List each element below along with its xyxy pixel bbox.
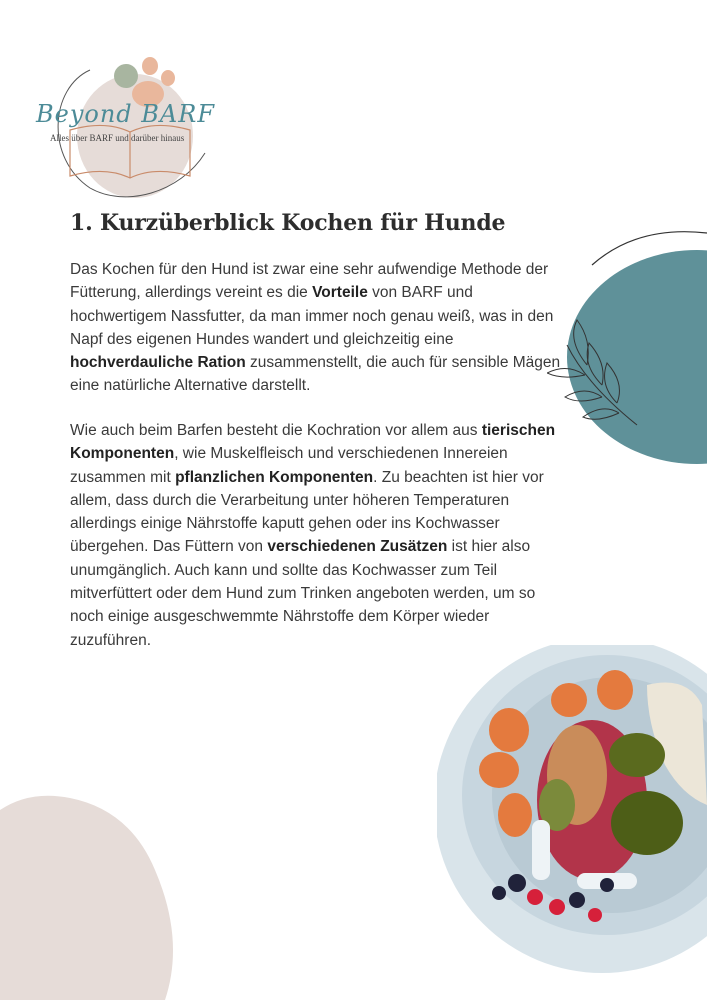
food-bowl-image [437,645,707,975]
page-title: 1. Kurzüberblick Kochen für Hunde [70,210,506,236]
paragraph-intro: Das Kochen für den Hund ist zwar eine sehr aufwendige Methode der Fütterung, allerdings vereint es die Vorteile von BARF und hochwertigem Nassfutter, da man immer noch genau weiß, was in den Napf des eigenen Hundes wandert und gleichzeitig eine hochverdauliche Ration zusammenstellt, die auch für sensible Mägen eine natürliche Alternative darstellt. [70,261,561,395]
logo-tagline: Alles über BARF und darüber hinaus [50,133,185,143]
paragraph-components: Wie auch beim Barfen besteht die Kochration vor allem aus tierischen Komponenten, wie Muskelfleisch und verschiedenen Innereien zusammen mit pflanzlichen Komponenten. Zu beachten ist hier vor allem, dass durch die Verarbeitung unter höheren Temperaturen allerdings einige Nährstoffe kaputt gehen oder ins Kochwasser übergehen. Das Füttern von verschiedenen Zusätzen ist hier also unumgänglich. Auch kann und sollte das Kochwasser zum Teil mitverfüttert oder dem Hund zum Trinken angeboten werden, um so noch einige ausgeschwemmte Nährstoffe dem Körper wieder zuzuführen. [70,422,556,649]
logo-name: Beyond BARF [36,100,215,128]
leaf-decoration-icon [547,225,707,470]
beige-blob-shape [0,790,180,1000]
